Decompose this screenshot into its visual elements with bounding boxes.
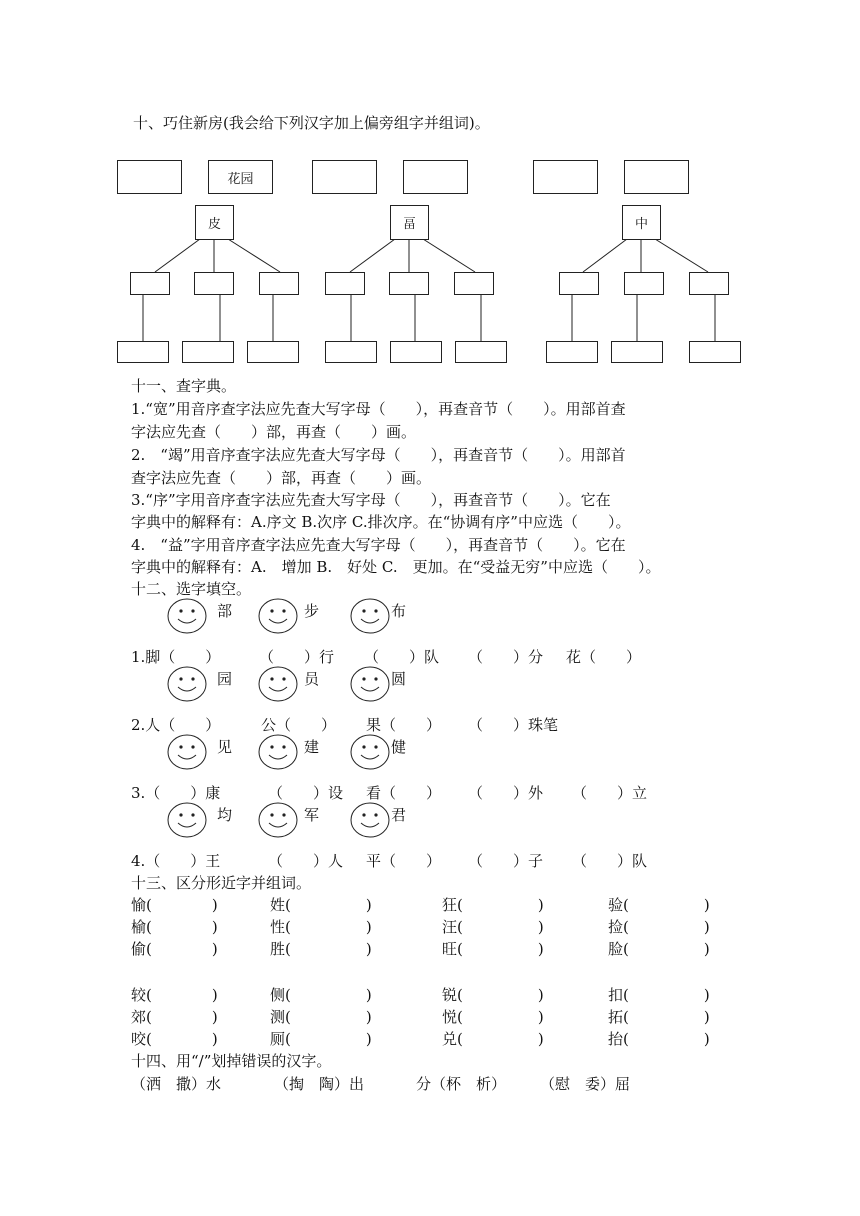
char-box[interactable] bbox=[325, 272, 365, 295]
section-11-title: 十一、查字典。 bbox=[131, 377, 237, 395]
smiley-face-icon bbox=[350, 734, 390, 770]
choice-char: 均 bbox=[217, 806, 233, 824]
smiley-face-icon bbox=[258, 666, 298, 702]
question-line: 查字法应先查（ ）部，再查（ ）画。 bbox=[131, 469, 432, 487]
fill-item: 1.脚（ ） bbox=[131, 648, 221, 666]
word-pair-item: 咬( ) bbox=[131, 1030, 218, 1048]
fill-item: 2.人（ ） bbox=[131, 716, 221, 734]
word-box[interactable] bbox=[546, 341, 598, 363]
char-box[interactable] bbox=[559, 272, 599, 295]
word-pair-item: 榆( ) bbox=[131, 918, 218, 936]
word-pair-item: 脸( ) bbox=[608, 940, 710, 958]
choice-char: 军 bbox=[304, 806, 320, 824]
smiley-face-icon bbox=[258, 598, 298, 634]
root-char-box: 畐 bbox=[390, 205, 429, 240]
smiley-face-icon bbox=[258, 734, 298, 770]
word-pair-item: 验( ) bbox=[608, 896, 710, 914]
word-box-example: 花园 bbox=[208, 160, 273, 194]
strike-item: 分（杯 析） bbox=[416, 1075, 507, 1093]
word-box[interactable] bbox=[624, 160, 689, 194]
word-box[interactable] bbox=[455, 341, 507, 363]
fill-item: （ ）子 bbox=[468, 852, 544, 870]
word-pair-item: 郊( ) bbox=[131, 1008, 218, 1026]
fill-item: （ ）分 bbox=[468, 648, 544, 666]
choice-char: 见 bbox=[217, 738, 233, 756]
word-box[interactable] bbox=[533, 160, 598, 194]
word-pair-item: 捡( ) bbox=[608, 918, 710, 936]
word-box[interactable] bbox=[403, 160, 468, 194]
fill-item: 看（ ） bbox=[366, 784, 442, 802]
section-10-title: 十、巧住新房(我会给下列汉字加上偏旁组字并组词)。 bbox=[133, 114, 490, 132]
word-box[interactable] bbox=[325, 341, 377, 363]
char-box[interactable] bbox=[194, 272, 234, 295]
strike-item: （洒 撒）水 bbox=[131, 1075, 222, 1093]
word-box[interactable] bbox=[390, 341, 442, 363]
char-box[interactable] bbox=[624, 272, 664, 295]
strike-item: （慰 委）屈 bbox=[540, 1075, 631, 1093]
fill-item: （ ）人 bbox=[268, 852, 344, 870]
fill-item: 3.（ ）康 bbox=[131, 784, 221, 802]
fill-item: 果（ ） bbox=[366, 716, 442, 734]
char-box[interactable] bbox=[689, 272, 729, 295]
smiley-face-icon bbox=[167, 666, 207, 702]
word-box[interactable] bbox=[182, 341, 234, 363]
word-box[interactable] bbox=[247, 341, 299, 363]
question-line: 字典中的解释有：A. 增加 B. 好处 C. 更加。在“受益无穷”中应选（ ）。 bbox=[131, 558, 661, 576]
word-pair-item: 侧( ) bbox=[270, 986, 372, 1004]
section-13-title: 十三、区分形近字并组词。 bbox=[131, 874, 312, 892]
smiley-face-icon bbox=[350, 802, 390, 838]
word-box[interactable] bbox=[117, 160, 182, 194]
strike-item: （掏 陶）出 bbox=[274, 1075, 365, 1093]
smiley-face-icon bbox=[258, 802, 298, 838]
word-pair-item: 汪( ) bbox=[442, 918, 544, 936]
fill-item: （ ）队 bbox=[572, 852, 648, 870]
word-pair-item: 偷( ) bbox=[131, 940, 218, 958]
fill-item: 花（ ） bbox=[566, 648, 642, 666]
smiley-face-icon bbox=[167, 734, 207, 770]
question-line: 字法应先查（ ）部，再查（ ）画。 bbox=[131, 423, 417, 441]
choice-char: 圆 bbox=[391, 670, 407, 688]
fill-item: （ ）立 bbox=[572, 784, 648, 802]
question-line: 2. “竭”用音序查字法应先查大写字母（ ），再查音节（ ）。用部首 bbox=[131, 446, 626, 464]
root-char-box: 中 bbox=[622, 205, 661, 240]
choice-char: 员 bbox=[304, 670, 320, 688]
char-box[interactable] bbox=[130, 272, 170, 295]
word-pair-item: 旺( ) bbox=[442, 940, 544, 958]
section-12-title: 十二、选字填空。 bbox=[131, 580, 252, 598]
word-pair-item: 抬( ) bbox=[608, 1030, 710, 1048]
choice-char: 步 bbox=[304, 602, 320, 620]
fill-item: （ ）队 bbox=[364, 648, 440, 666]
smiley-face-icon bbox=[167, 598, 207, 634]
question-line: 4. “益”字用音序查字法应先查大写字母（ ），再查音节（ ）。它在 bbox=[131, 536, 626, 554]
choice-char: 布 bbox=[391, 602, 407, 620]
choice-char: 建 bbox=[304, 738, 320, 756]
fill-item: （ ）外 bbox=[468, 784, 544, 802]
word-pair-item: 较( ) bbox=[131, 986, 218, 1004]
smiley-face-icon bbox=[167, 802, 207, 838]
word-box[interactable] bbox=[117, 341, 169, 363]
word-pair-item: 厕( ) bbox=[270, 1030, 372, 1048]
smiley-face-icon bbox=[350, 598, 390, 634]
word-box[interactable] bbox=[689, 341, 741, 363]
fill-item: （ ）珠笔 bbox=[468, 716, 559, 734]
char-box[interactable] bbox=[454, 272, 494, 295]
choice-char: 健 bbox=[391, 738, 407, 756]
word-pair-item: 拓( ) bbox=[608, 1008, 710, 1026]
word-pair-item: 狂( ) bbox=[442, 896, 544, 914]
word-pair-item: 胜( ) bbox=[270, 940, 372, 958]
word-pair-item: 兑( ) bbox=[442, 1030, 544, 1048]
smiley-face-icon bbox=[350, 666, 390, 702]
question-line: 字典中的解释有：A.序文 B.次序 C.排次序。在“协调有序”中应选（ ）。 bbox=[131, 513, 631, 531]
word-pair-item: 性( ) bbox=[270, 918, 372, 936]
word-box[interactable] bbox=[312, 160, 377, 194]
word-pair-item: 姓( ) bbox=[270, 896, 372, 914]
word-box[interactable] bbox=[611, 341, 663, 363]
char-box[interactable] bbox=[389, 272, 429, 295]
fill-item: 公（ ） bbox=[261, 716, 337, 734]
word-pair-item: 悦( ) bbox=[442, 1008, 544, 1026]
word-pair-item: 扣( ) bbox=[608, 986, 710, 1004]
fill-item: （ ）设 bbox=[268, 784, 344, 802]
fill-item: （ ）行 bbox=[259, 648, 335, 666]
char-box[interactable] bbox=[259, 272, 299, 295]
question-line: 1.“宽”用音序查字法应先查大写字母（ ），再查音节（ ）。用部首查 bbox=[131, 400, 626, 418]
question-line: 3.“序”字用音序查字法应先查大写字母（ ），再查音节（ ）。它在 bbox=[131, 491, 611, 509]
fill-item: 4.（ ）王 bbox=[131, 852, 221, 870]
choice-char: 园 bbox=[217, 670, 233, 688]
word-pair-item: 锐( ) bbox=[442, 986, 544, 1004]
word-pair-item: 测( ) bbox=[270, 1008, 372, 1026]
word-pair-item: 愉( ) bbox=[131, 896, 218, 914]
choice-char: 部 bbox=[217, 602, 233, 620]
choice-char: 君 bbox=[391, 806, 407, 824]
root-char-box: 皮 bbox=[195, 205, 234, 240]
section-14-title: 十四、用“/”划掉错误的汉字。 bbox=[131, 1052, 332, 1070]
fill-item: 平（ ） bbox=[366, 852, 442, 870]
